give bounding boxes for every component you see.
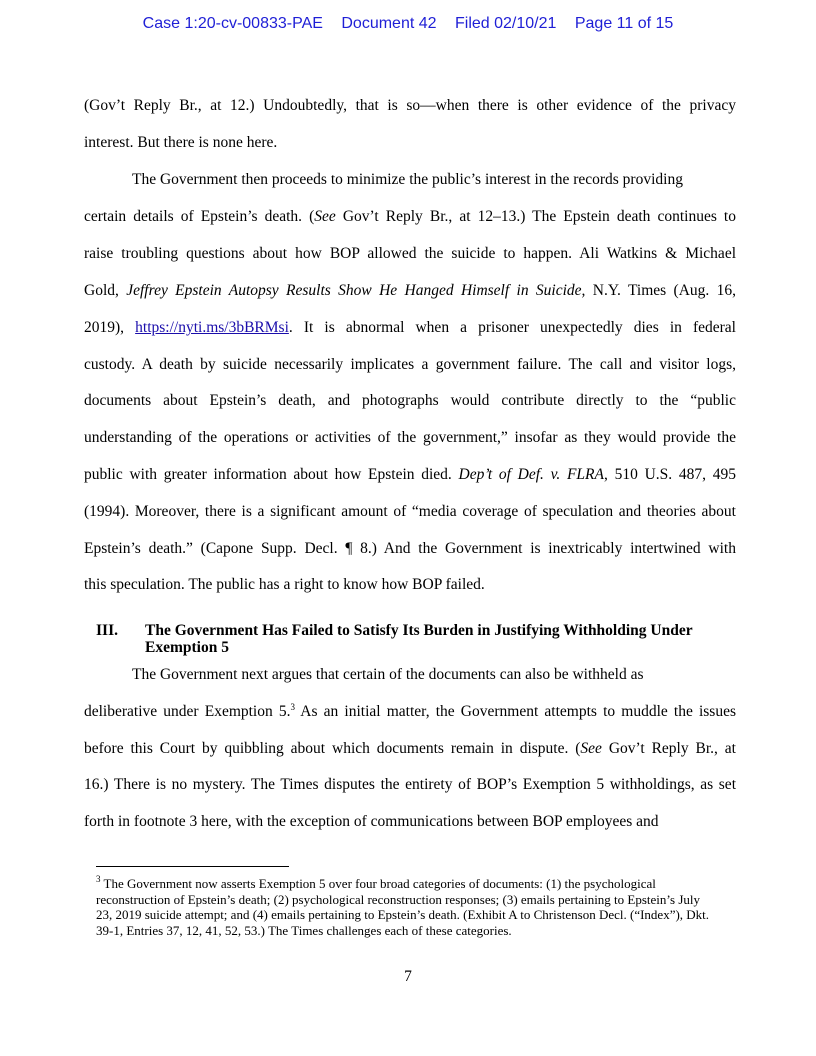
case-header	[0, 15, 816, 33]
text-line: interest. But there is none here.	[84, 134, 278, 151]
text-line: raise troubling questions about how BOP allowed the suicide to happen. Ali Watkins & Michael	[84, 245, 736, 262]
footnote	[96, 876, 716, 938]
text-line: Epstein’s death.” (Capone Supp. Decl. ¶ 8.) And the Government is inextricably intertwined with	[84, 540, 736, 557]
filed-date: Filed 02/10/21	[455, 15, 557, 32]
footnote-divider	[96, 866, 289, 867]
text-line: certain details of Epstein’s death. (See Gov’t Reply Br., at 12–13.) The Epstein death continues to	[84, 208, 736, 225]
case-citation: Dep’t of Def. v. FLRA	[458, 466, 604, 483]
section-title: The Government Has Failed to Satisfy Its Burden in Justifying Withholding Under Exemption 5	[145, 622, 693, 656]
text-line: Gold, Jeffrey Epstein Autopsy Results Show He Hanged Himself in Suicide, N.Y. Times (Aug. 16,	[84, 282, 736, 299]
text-line: public with greater information about how Epstein died. Dep’t of Def. v. FLRA, 510 U.S. 487, 495	[84, 466, 736, 483]
text-line: this speculation. The public has a right to know how BOP failed.	[84, 576, 485, 593]
footnote-marker: 3	[96, 874, 101, 884]
text-line: 16.) There is no mystery. The Times disputes the entirety of BOP’s Exemption 5 withholdings, as set	[84, 776, 736, 793]
text-line: (1994). Moreover, there is a significant amount of “media coverage of speculation and theories about	[84, 503, 736, 520]
footnote-text: The Government now asserts Exemption 5 over four broad categories of documents: (1) the psychological reconstruction of Epstein’s death; (2) psychological reconstruction responses; (3) emails pertaining to Epstein’s July 23, 2019 suicide attempt; and (4) emails pertaining to Epstein’s death. (Exhibit A to Christenson Decl. (“Index”), Dkt. 39-1, Entries 37, 12, 41, 52, 53.) The Times challenges each of these categories.	[96, 876, 710, 938]
text-line: understanding of the operations or activities of the government,” insofar as they would provide the	[84, 429, 736, 446]
footnote-reference: 3	[290, 702, 296, 712]
page-count: Page 11 of 15	[574, 15, 674, 32]
text-line: custody. A death by suicide necessarily implicates a government failure. The call and visitor logs,	[84, 356, 736, 373]
document-number: Document 42	[341, 15, 437, 32]
text-line: deliberative under Exemption 5.$^3$ As an initial matter, the Government attempts to muddle the issues	[84, 702, 737, 720]
text-line: documents about Epstein’s death, and photographs would contribute directly to the “public	[84, 392, 736, 409]
text-line: The Government then proceeds to minimize the public’s interest in the records providing	[132, 171, 683, 188]
text-line: before this Court by quibbling about which documents remain in dispute. (See Gov’t Reply Br., at	[84, 740, 736, 757]
text-line: 2019), https://nyti.ms/3bBRMsi. It is abnormal when a prisoner unexpectedly dies in federal	[84, 319, 736, 336]
case-number: Case 1:20-cv-00833-PAE	[142, 15, 323, 32]
section-number: III.	[96, 622, 118, 639]
article-title: Jeffrey Epstein Autopsy Results Show He Hanged Himself in Suicide,	[126, 282, 586, 299]
page-number: 7	[404, 968, 412, 985]
text-line: (Gov’t Reply Br., at 12.) Undoubtedly, that is so—when there is other evidence of the privacy	[84, 97, 736, 114]
nyt-link[interactable]: https://nyti.ms/3bBRMsi	[135, 319, 289, 336]
text-line: The Government next argues that certain of the documents can also be withheld as	[132, 666, 644, 683]
text-line: forth in footnote 3 here, with the exception of communications between BOP employees and	[84, 813, 659, 830]
